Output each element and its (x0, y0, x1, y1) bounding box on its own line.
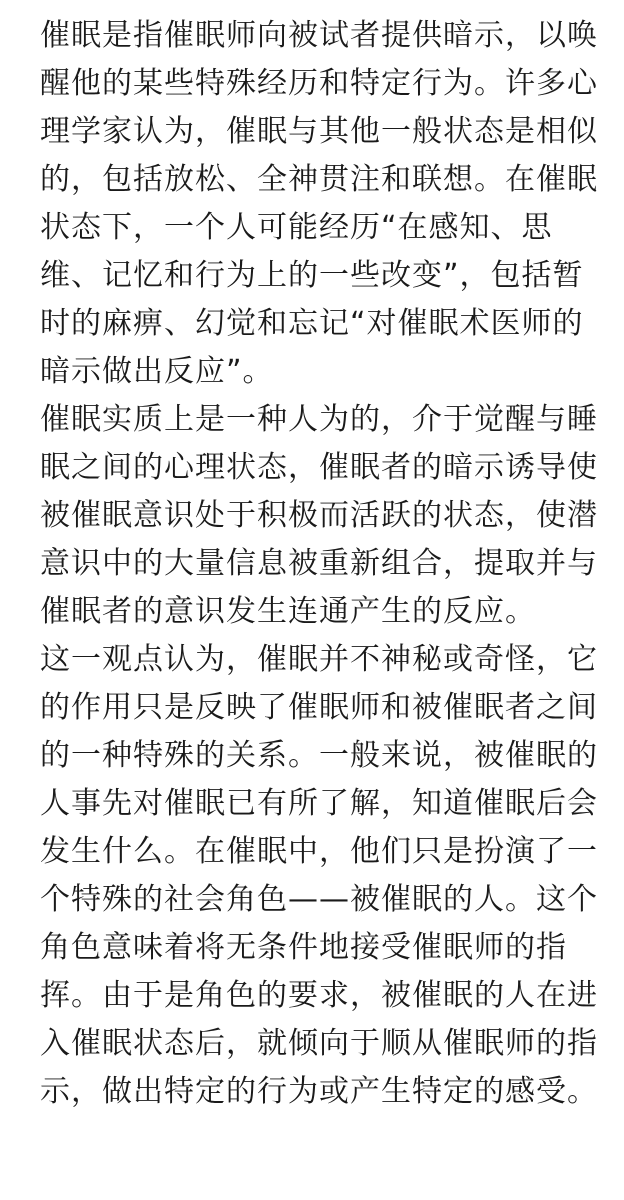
text-line: 眠之间的心理状态，催眠者的暗示诱导使 (40, 450, 598, 485)
text-line: 意识中的大量信息被重新组合，提取并与 (40, 546, 598, 581)
paragraph-3 (40, 636, 596, 1116)
text-line: 入催眠状态后，就倾向于顺从催眠师的指 (40, 1026, 598, 1061)
text-line: 人事先对催眠已有所了解，知道催眠后会 (40, 786, 598, 821)
text-line: 发生什么。在催眠中，他们只是扮演了一 (40, 834, 598, 869)
text-line: 状态下，一个人可能经历“在感知、思 (40, 210, 553, 245)
text-line: 这一观点认为，催眠并不神秘或奇怪，它 (40, 642, 598, 677)
text-line: 个特殊的社会角色——被催眠的人。这个 (40, 882, 598, 917)
article-body (40, 12, 596, 1116)
text-line: 理学家认为，催眠与其他一般状态是相似 (40, 114, 598, 149)
text-line: 角色意味着将无条件地接受催眠师的指 (40, 930, 567, 965)
text-line: 催眠者的意识发生连通产生的反应。 (40, 594, 536, 629)
text-line: 示，做出特定的行为或产生特定的感受。 (40, 1074, 598, 1109)
text-line: 催眠实质上是一种人为的，介于觉醒与睡 (40, 402, 598, 437)
text-line: 时的麻痹、幻觉和忘记“对催眠术医师的 (40, 306, 584, 341)
text-line: 挥。由于是角色的要求，被催眠的人在进 (40, 978, 598, 1013)
text-line: 醒他的某些特殊经历和特定行为。许多心 (40, 66, 598, 101)
text-line: 暗示做出反应”。 (40, 354, 274, 389)
text-line: 维、记忆和行为上的一些改变”，包括暂 (40, 258, 584, 293)
text-line: 的一种特殊的关系。一般来说，被催眠的 (40, 738, 598, 773)
text-line: 的，包括放松、全神贯注和联想。在催眠 (40, 162, 598, 197)
text-line: 的作用只是反映了催眠师和被催眠者之间 (40, 690, 598, 725)
paragraph-2 (40, 396, 596, 636)
paragraph-1 (40, 12, 596, 396)
text-line: 催眠是指催眠师向被试者提供暗示，以唤 (40, 18, 598, 53)
text-line: 被催眠意识处于积极而活跃的状态，使潜 (40, 498, 598, 533)
